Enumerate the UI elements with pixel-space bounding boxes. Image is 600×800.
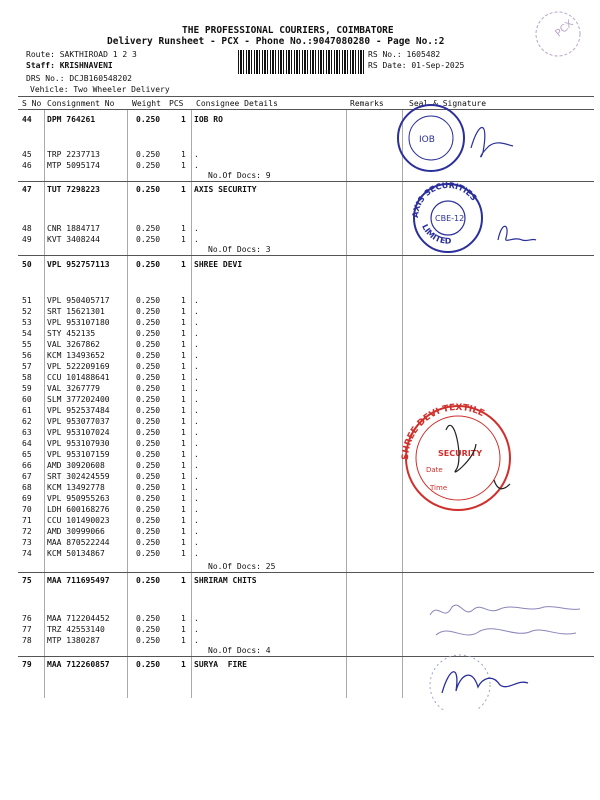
cell-pcs: 1: [181, 235, 186, 244]
cell-wt: 0.250: [136, 161, 161, 170]
cell-wt: 0.250: [136, 260, 161, 269]
cell-wt: 0.250: [136, 329, 161, 338]
cell-pcs: 1: [181, 439, 186, 448]
section-rule: [18, 572, 594, 573]
cell-sno: 66: [22, 461, 32, 470]
cell-cons: SURYA FIRE: [194, 660, 247, 669]
cell-cons: .: [194, 161, 199, 170]
cell-wt: 0.250: [136, 428, 161, 437]
cell-cn: AMD 30999066: [47, 527, 105, 536]
cell-wt: 0.250: [136, 296, 161, 305]
cell-cn: CCU 101490023: [47, 516, 110, 525]
cell-wt: 0.250: [136, 527, 161, 536]
axis-securities-stamp: [410, 180, 540, 255]
cell-sno: 78: [22, 636, 32, 645]
cell-sno: 59: [22, 384, 32, 393]
col-sep: [346, 110, 347, 698]
cell-sno: 45: [22, 150, 32, 159]
cell-pcs: 1: [181, 505, 186, 514]
cell-cn: VAL 3267779: [47, 384, 100, 393]
cell-wt: 0.250: [136, 439, 161, 448]
cell-cons: .: [194, 516, 199, 525]
cell-cn: SRT 302424559: [47, 472, 110, 481]
cell-wt: 0.250: [136, 461, 161, 470]
cell-sno: 55: [22, 340, 32, 349]
cell-wt: 0.250: [136, 185, 161, 194]
cell-wt: 0.250: [136, 516, 161, 525]
cell-sno: 71: [22, 516, 32, 525]
cell-pcs: 1: [181, 115, 186, 124]
cell-cn: MAA 712204452: [47, 614, 110, 623]
cell-cn: VPL 953077037: [47, 417, 110, 426]
cell-pcs: 1: [181, 384, 186, 393]
cell-cn: MAA 712260857: [47, 660, 110, 669]
cell-pcs: 1: [181, 614, 186, 623]
cell-sno: 73: [22, 538, 32, 547]
col-weight: Weight: [132, 99, 161, 108]
cell-pcs: 1: [181, 307, 186, 316]
cell-sno: 60: [22, 395, 32, 404]
cell-wt: 0.250: [136, 538, 161, 547]
cell-cn: TRP 2237713: [47, 150, 100, 159]
cell-sno: 67: [22, 472, 32, 481]
cell-cn: KCM 13492778: [47, 483, 105, 492]
shree-devi-stamp: [398, 400, 528, 512]
cell-wt: 0.250: [136, 150, 161, 159]
shree-stamp-top-text: SHREE DEVI TEXTILE: [400, 402, 486, 461]
cell-wt: 0.250: [136, 318, 161, 327]
cell-pcs: 1: [181, 161, 186, 170]
cell-cons: .: [194, 150, 199, 159]
cell-cn: VPL 950405717: [47, 296, 110, 305]
cell-cons: .: [194, 461, 199, 470]
cell-pcs: 1: [181, 450, 186, 459]
cell-wt: 0.250: [136, 660, 161, 669]
drs-number: DRS No.: DCJB160548202: [26, 74, 132, 83]
cell-sno: 52: [22, 307, 32, 316]
cell-cn: TUT 7298223: [47, 185, 100, 194]
cell-pcs: 1: [181, 417, 186, 426]
cell-cons: SHRIRAM CHITS: [194, 576, 257, 585]
svg-text:AXIS SECURITIES: [411, 181, 479, 218]
cell-sno: 68: [22, 483, 32, 492]
cell-wt: 0.250: [136, 373, 161, 382]
cell-sno: 69: [22, 494, 32, 503]
cell-cons: .: [194, 428, 199, 437]
cell-sno: 65: [22, 450, 32, 459]
shree-stamp-mid-text: SECURITY: [438, 449, 482, 458]
cell-sno: 76: [22, 614, 32, 623]
cell-cons: .: [194, 395, 199, 404]
cell-sno: 49: [22, 235, 32, 244]
cell-sno: 63: [22, 428, 32, 437]
cell-cn: MTP 5095174: [47, 161, 100, 170]
cell-pcs: 1: [181, 395, 186, 404]
cell-pcs: 1: [181, 224, 186, 233]
col-remarks: Remarks: [350, 99, 384, 108]
cell-pcs: 1: [181, 636, 186, 645]
cell-cn: VPL 953107159: [47, 450, 110, 459]
route-label: Route: SAKTHIROAD 1 2 3: [26, 50, 137, 59]
cell-pcs: 1: [181, 406, 186, 415]
cell-cn: DPM 764261: [47, 115, 96, 124]
cell-cn: VPL 952757113: [47, 260, 110, 269]
cell-cons: .: [194, 527, 199, 536]
cell-wt: 0.250: [136, 576, 161, 585]
rs-number: RS No.: 1605482: [368, 50, 441, 59]
company-title: THE PROFESSIONAL COURIERS, COIMBATORE: [182, 25, 394, 36]
cell-cons: .: [194, 538, 199, 547]
cell-wt: 0.250: [136, 450, 161, 459]
cell-pcs: 1: [181, 260, 186, 269]
cell-sno: 47: [22, 185, 32, 194]
cell-wt: 0.250: [136, 625, 161, 634]
cell-cons: .: [194, 450, 199, 459]
cell-wt: 0.250: [136, 417, 161, 426]
header-top-rule: [18, 96, 594, 97]
cell-cn: KVT 3408244: [47, 235, 100, 244]
cell-cons: .: [194, 494, 199, 503]
iob-stamp: [393, 100, 523, 180]
cell-cons: .: [194, 439, 199, 448]
cell-pcs: 1: [181, 576, 186, 585]
cell-cn: VPL 953107180: [47, 318, 110, 327]
cell-wt: 0.250: [136, 549, 161, 558]
cell-sno: 72: [22, 527, 32, 536]
runsheet-subtitle: Delivery Runsheet - PCX - Phone No.:9047080280 - Page No.:2: [107, 36, 445, 47]
cell-wt: 0.250: [136, 614, 161, 623]
cell-pcs: 1: [181, 329, 186, 338]
cell-wt: 0.250: [136, 494, 161, 503]
cell-cons: AXIS SECURITY: [194, 185, 257, 194]
cell-pcs: 1: [181, 461, 186, 470]
cell-pcs: 1: [181, 428, 186, 437]
cell-pcs: 1: [181, 362, 186, 371]
cell-wt: 0.250: [136, 505, 161, 514]
col-consignment: Consignment No: [47, 99, 115, 108]
cell-cons: .: [194, 417, 199, 426]
cell-wt: 0.250: [136, 351, 161, 360]
cell-sno: 64: [22, 439, 32, 448]
cell-wt: 0.250: [136, 384, 161, 393]
rs-date: RS Date: 01-Sep-2025: [368, 61, 465, 70]
cell-cn: KCM 13493652: [47, 351, 105, 360]
corner-stamp-text: PCX: [553, 18, 576, 40]
shree-stamp-date: Date: [426, 466, 443, 474]
cell-pcs: 1: [181, 296, 186, 305]
cell-cn: VAL 3267862: [47, 340, 100, 349]
cell-sno: 58: [22, 373, 32, 382]
cell-pcs: 1: [181, 472, 186, 481]
cell-cons: .: [194, 235, 199, 244]
cell-sno: 70: [22, 505, 32, 514]
cell-cn: VPL 950955263: [47, 494, 110, 503]
cell-cons: .: [194, 406, 199, 415]
cell-wt: 0.250: [136, 406, 161, 415]
cell-sno: 44: [22, 115, 32, 124]
cell-pcs: 1: [181, 340, 186, 349]
cell-cons: .: [194, 384, 199, 393]
shree-stamp-time: Time: [430, 484, 448, 492]
cell-cons: .: [194, 340, 199, 349]
col-sep: [44, 110, 45, 698]
cell-wt: 0.250: [136, 362, 161, 371]
cell-cn: VPL 953107024: [47, 428, 110, 437]
cell-wt: 0.250: [136, 224, 161, 233]
cell-cn: VPL 522209169: [47, 362, 110, 371]
cell-cons: .: [194, 614, 199, 623]
col-pcs: PCS: [169, 99, 184, 108]
cell-cn: MAA 711695497: [47, 576, 110, 585]
cell-cn: MTP 1380287: [47, 636, 100, 645]
col-consignee: Consignee Details: [196, 99, 278, 108]
cell-sno: 46: [22, 161, 32, 170]
cell-pcs: 1: [181, 373, 186, 382]
cell-pcs: 1: [181, 549, 186, 558]
cell-sno: 50: [22, 260, 32, 269]
cell-pcs: 1: [181, 318, 186, 327]
handwritten-signature: [420, 595, 590, 710]
iob-stamp-text: IOB: [419, 135, 435, 145]
cell-cons: .: [194, 224, 199, 233]
cell-cons: IOB RO: [194, 115, 223, 124]
cell-sno: 54: [22, 329, 32, 338]
cell-sno: 75: [22, 576, 32, 585]
cell-pcs: 1: [181, 150, 186, 159]
cell-cons: .: [194, 351, 199, 360]
cell-cons: .: [194, 549, 199, 558]
cell-sno: 62: [22, 417, 32, 426]
cell-pcs: 1: [181, 351, 186, 360]
cell-wt: 0.250: [136, 307, 161, 316]
col-sno: S No: [22, 99, 42, 108]
cell-pcs: 1: [181, 185, 186, 194]
cell-wt: 0.250: [136, 636, 161, 645]
cell-sno: 56: [22, 351, 32, 360]
cell-cn: MAA 870522244: [47, 538, 110, 547]
cell-sno: 53: [22, 318, 32, 327]
corner-stamp: [518, 8, 586, 60]
doc-count: No.Of Docs: 3: [208, 245, 271, 254]
cell-wt: 0.250: [136, 340, 161, 349]
cell-sno: 51: [22, 296, 32, 305]
cell-wt: 0.250: [136, 483, 161, 492]
cell-cn: SRT 15621301: [47, 307, 105, 316]
cell-pcs: 1: [181, 625, 186, 634]
cell-cons: .: [194, 373, 199, 382]
cell-wt: 0.250: [136, 395, 161, 404]
cell-cons: SHREE DEVI: [194, 260, 243, 269]
cell-pcs: 1: [181, 660, 186, 669]
cell-cn: STY 452135: [47, 329, 96, 338]
cell-cons: .: [194, 505, 199, 514]
barcode: [238, 50, 364, 74]
cell-cons: .: [194, 625, 199, 634]
cell-cn: KCM 50134867: [47, 549, 105, 558]
doc-count: No.Of Docs: 25: [208, 562, 276, 571]
cell-sno: 79: [22, 660, 32, 669]
axis-stamp-bottom-text: LIMITED: [420, 222, 452, 246]
col-sep: [127, 110, 128, 698]
cell-cons: .: [194, 329, 199, 338]
cell-cons: .: [194, 318, 199, 327]
cell-pcs: 1: [181, 494, 186, 503]
cell-cn: VPL 953107930: [47, 439, 110, 448]
doc-count: No.Of Docs: 4: [208, 646, 271, 655]
cell-cons: .: [194, 483, 199, 492]
col-seal-signature: Seal & Signature: [409, 99, 487, 108]
cell-wt: 0.250: [136, 472, 161, 481]
cell-pcs: 1: [181, 516, 186, 525]
section-rule: [18, 255, 594, 256]
cell-cons: .: [194, 472, 199, 481]
cell-cons: .: [194, 307, 199, 316]
cell-sno: 77: [22, 625, 32, 634]
cell-cn: TRZ 42553140: [47, 625, 105, 634]
doc-count: No.Of Docs: 9: [208, 171, 271, 180]
cell-wt: 0.250: [136, 115, 161, 124]
cell-cn: CCU 101488641: [47, 373, 110, 382]
cell-cons: .: [194, 362, 199, 371]
cell-pcs: 1: [181, 538, 186, 547]
cell-sno: 74: [22, 549, 32, 558]
cell-cn: SLM 377202400: [47, 395, 110, 404]
axis-stamp-center-text: CBE-12: [435, 214, 465, 223]
cell-cn: VPL 952537484: [47, 406, 110, 415]
cell-cons: .: [194, 296, 199, 305]
cell-sno: 57: [22, 362, 32, 371]
col-sep: [191, 110, 192, 698]
cell-cn: LDH 600168276: [47, 505, 110, 514]
cell-cn: CNR 1884717: [47, 224, 100, 233]
cell-cn: AMD 30920608: [47, 461, 105, 470]
cell-wt: 0.250: [136, 235, 161, 244]
cell-cons: .: [194, 636, 199, 645]
cell-sno: 48: [22, 224, 32, 233]
vehicle-label: Vehicle: Two Wheeler Delivery: [30, 85, 170, 94]
cell-pcs: 1: [181, 483, 186, 492]
staff-label: Staff: KRISHNAVENI: [26, 61, 113, 70]
cell-pcs: 1: [181, 527, 186, 536]
axis-stamp-top-text: AXIS SECURITIES: [410, 180, 479, 219]
cell-sno: 61: [22, 406, 32, 415]
